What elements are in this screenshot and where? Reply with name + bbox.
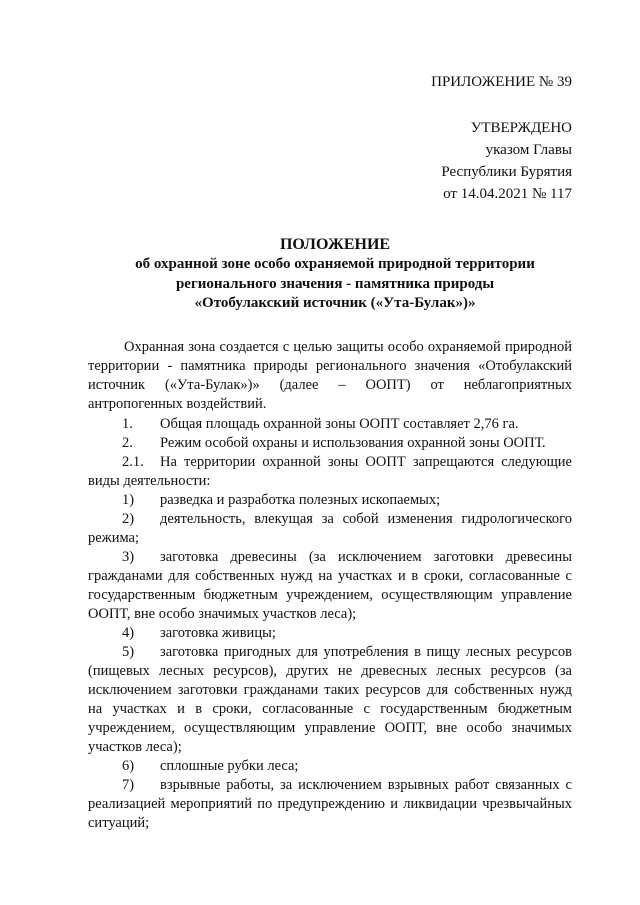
list-item [88,548,572,624]
list-item [88,415,572,434]
document-title [88,235,582,314]
list-item [88,434,572,453]
list-item [88,510,572,548]
list-item [88,624,572,643]
item-number: 6) [122,758,135,774]
republic-label: Республики Бурятия [441,164,572,180]
item-number: 3) [122,549,135,565]
item-number: 2) [122,511,135,527]
item-number: 5) [122,644,135,660]
item-number: 1. [122,416,133,432]
item-number: 2.1. [122,454,144,470]
title-line-3: «Отобулакский источник («Ута-Булак»)» [194,295,476,311]
item-number: 2. [122,435,133,451]
item-text: заготовка пригодных для употребления в пищу лесных ресурсов (пищевых лесных ресурсов), других не древесных лесных ресурсов (за исключением заготовки гражданами таких ресурсов для собственных нужд на участках и в сроки, согласованные с государственным бюджетным учреждением, осуществляющим управление ООПТ, вне особо значимых участков леса); [88,644,572,755]
item-text: заготовка древесины (за исключением заготовки древесины гражданами для собственных нужд на участках и в сроки, согласованные с государственным бюджетным учреждением, осуществляющим управление ООПТ, вне особо значимых участков леса); [88,549,572,622]
item-text: заготовка живицы; [160,625,276,641]
item-text: Режим особой охраны и использования охранной зоны ООПТ. [160,435,546,451]
list-item [88,757,572,776]
item-text: сплошные рубки леса; [160,758,299,774]
decree-label: указом Главы [485,142,572,158]
item-text: деятельность, влекущая за собой изменения гидрологического режима; [88,511,572,546]
list-item [88,453,572,491]
title-line-1: об охранной зоне особо охраняемой природной территории [135,256,535,272]
approved-label: УТВЕРЖДЕНО [470,120,572,136]
decree-date: от 14.04.2021 № 117 [443,186,572,202]
list-item [88,776,572,833]
list-item [88,643,572,757]
item-number: 4) [122,625,135,641]
item-text: взрывные работы, за исключением взрывных работ связанных с реализацией мероприятий по предупреждению и ликвидации чрезвычайных ситуаций; [88,777,572,831]
approval-block [441,117,572,205]
title-main: ПОЛОЖЕНИЕ [279,236,391,253]
item-text: На территории охранной зоны ООПТ запрещаются следующие виды деятельности: [88,454,572,489]
list-item [88,491,572,510]
document-body [88,338,572,833]
item-text: Общая площадь охранной зоны ООПТ составляет 2,76 га. [160,416,519,432]
intro-paragraph: Охранная зона создается с целью защиты особо охраняемой природной территории - памятника природы регионального значения «Отобулакский источник («Ута-Булак»)» (далее – ООПТ) от неблагоприятных антропогенных воздействий. [88,339,572,412]
item-number: 7) [122,777,135,793]
title-line-2: регионального значения - памятника природы [175,275,495,292]
appendix-number: ПРИЛОЖЕНИЕ № 39 [431,74,572,90]
item-text: разведка и разработка полезных ископаемых; [160,492,441,508]
item-number: 1) [122,492,135,508]
